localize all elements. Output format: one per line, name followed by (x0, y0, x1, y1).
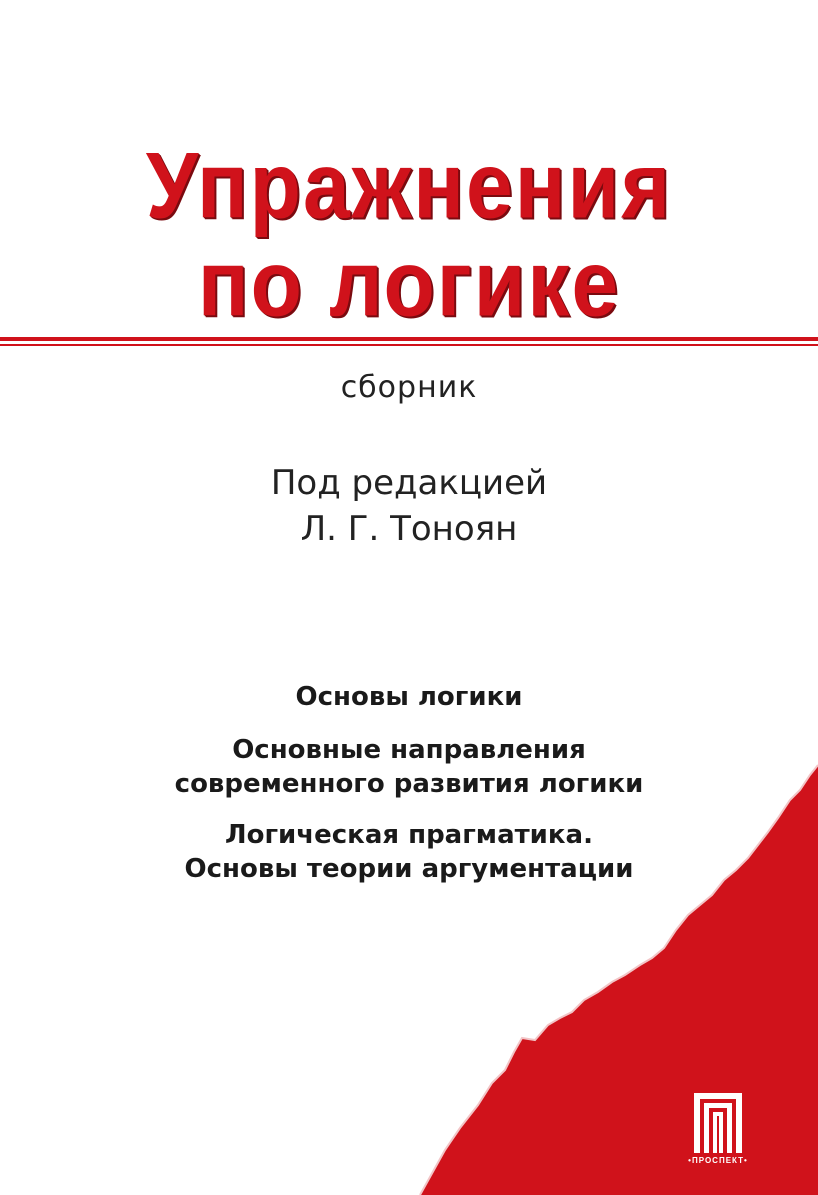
editor-label: Под редакцией (270, 463, 548, 503)
editor-name: Л. Г. Тоноян (300, 509, 518, 549)
title-rule-thin (0, 344, 818, 346)
topic-line: Основы теории аргументации (184, 854, 634, 884)
book-title-line-2: по логике (197, 230, 621, 336)
topic-line: Основные направления (232, 735, 586, 765)
topic-line: Логическая прагматика. (225, 820, 593, 850)
publisher-arch-icon (682, 1083, 754, 1157)
publisher-caption: •ПРОСПЕКТ• (688, 1156, 748, 1165)
book-genre: сборник (340, 370, 478, 405)
topic-line: Основы логики (295, 682, 523, 712)
title-rule-thick (0, 337, 818, 341)
book-title-line-1: Упражнения (145, 132, 673, 238)
topic-line: современного развития логики (174, 769, 644, 799)
